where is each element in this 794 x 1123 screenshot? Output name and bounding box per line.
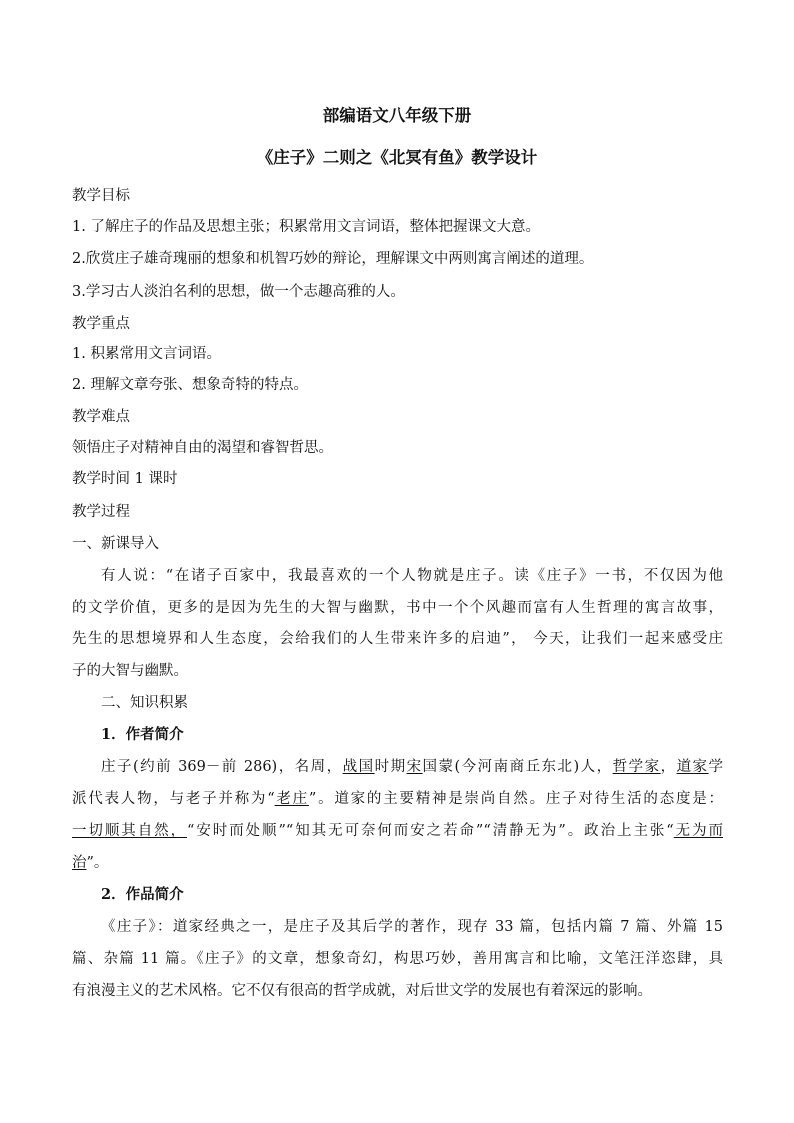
works-paragraph-line: 篇、杂篇 11 篇。《庄子》的文章，想象奇幻，构思巧妙，善用寓言和比喻，文笔汪洋恣肆，具 [72, 951, 723, 967]
objective-item: 3.学习古人淡泊名利的思想，做一个志趣高雅的人。 [72, 284, 405, 300]
doc-title: 部编语文八年级下册 [322, 106, 472, 125]
objective-item: 1. 了解庄子的作品及思想主张；积累常用文言词语，整体把握课文大意。 [72, 219, 540, 235]
underlined-term: 宋 [406, 759, 423, 775]
underlined-term: 一切顺其自然， [72, 823, 187, 839]
underlined-term: 老庄 [274, 791, 309, 807]
intro-paragraph-line: 的文学价值，更多的是因为先生的大智与幽默，书中一个个风趣而富有人生哲理的寓言故事， [72, 600, 723, 616]
author-paragraph-line: 治”。 [72, 855, 109, 871]
process-heading: 教学过程 [72, 504, 130, 520]
intro-paragraph-line: 子的大智与幽默。 [72, 663, 188, 679]
objective-item: 2.欣赏庄子雄奇瑰丽的想象和机智巧妙的辩论，理解课文中两则寓言阐述的道理。 [72, 251, 594, 267]
difficulties-heading: 教学难点 [72, 409, 130, 425]
key-point-item: 2. 理解文章夸张、想象奇特的特点。 [72, 377, 308, 393]
underlined-term: 道家 [676, 759, 709, 775]
key-points-heading: 教学重点 [72, 316, 130, 332]
works-paragraph-line: 有浪漫主义的艺术风格。它不仅有很高的哲学成就，对后世文学的发展也有着深远的影响。 [72, 983, 652, 999]
intro-paragraph-line: 有人说：“在诸子百家中，我最喜欢的一个人物就是庄子。读《庄子》一书，不仅因为他 [101, 568, 723, 584]
author-paragraph-line: 一切顺其自然，“安时而处顺”“知其无可奈何而安之若命”“清静无为”。政治上主张“无为而 [72, 823, 724, 839]
author-paragraph-line: 庄子(约前 369－前 286)，名周，战国时期宋国蒙(今河南商丘东北)人，哲学家，道家学 [101, 759, 724, 775]
underlined-term: 无为而 [673, 823, 724, 839]
author-paragraph-line: 派代表人物，与老子并称为“老庄”。道家的主要精神是崇尚自然。庄子对待生活的态度是： [72, 791, 723, 807]
doc-subtitle: 《庄子》二则之《北冥有鱼》教学设计 [256, 148, 538, 167]
intro-paragraph-line: 先生的思想境界和人生态度，会给我们的人生带来许多的启迪”， 今天，让我们一起来感受庄 [72, 631, 723, 647]
author-heading: 1．作者简介 [101, 726, 184, 743]
intro-heading: 一、新课导入 [72, 536, 159, 552]
underlined-term: 治 [72, 855, 87, 871]
works-heading: 2．作品简介 [101, 886, 184, 903]
knowledge-heading: 二、知识积累 [101, 695, 188, 711]
underlined-term: 哲学家 [612, 759, 661, 775]
teaching-time: 教学时间 1 课时 [72, 471, 178, 487]
objectives-heading: 教学目标 [72, 188, 130, 204]
key-point-item: 1. 积累常用文言词语。 [72, 346, 221, 362]
works-paragraph-line: 《庄子》：道家经典之一，是庄子及其后学的著作，现存 33 篇，包括内篇 7 篇、外篇 15 [101, 919, 723, 935]
difficulties-text: 领悟庄子对精神自由的渴望和睿智哲思。 [72, 440, 333, 456]
underlined-term: 战国 [342, 759, 375, 775]
